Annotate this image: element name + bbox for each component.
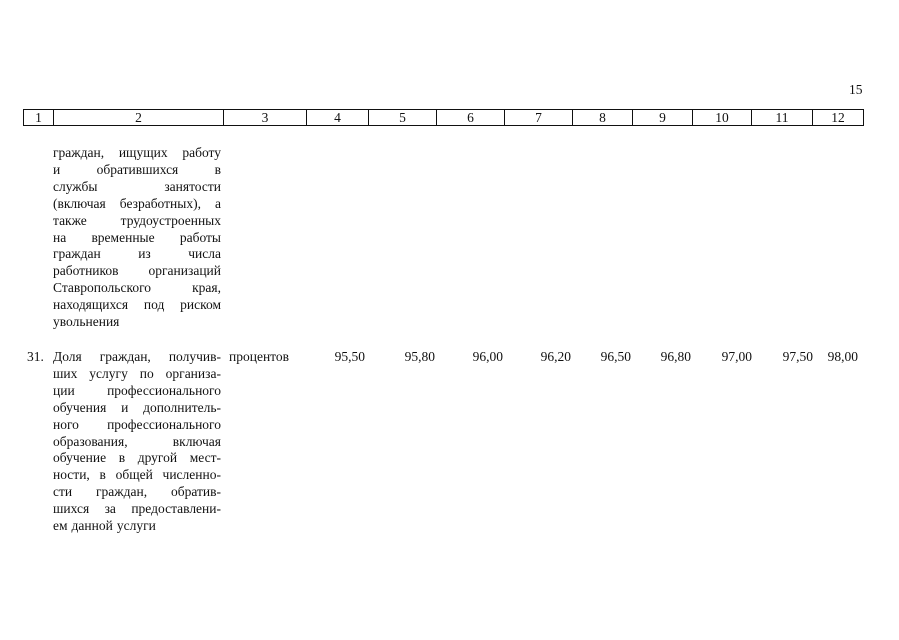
word: ности, xyxy=(53,467,90,483)
word: находящихся xyxy=(53,297,129,313)
word: риском xyxy=(180,297,221,313)
word: граждан, xyxy=(96,484,148,500)
text-line xyxy=(53,366,221,383)
word: числа xyxy=(188,246,221,262)
word: получив- xyxy=(168,349,221,364)
text-line xyxy=(53,467,221,484)
column-number: 4 xyxy=(307,110,369,126)
indicator-name xyxy=(53,349,221,535)
word: безработных), xyxy=(119,195,201,211)
word: образования, xyxy=(53,433,128,449)
word: организа- xyxy=(165,365,221,381)
text-line xyxy=(53,213,221,230)
text-line xyxy=(53,230,221,247)
column-number-header xyxy=(23,109,864,126)
text-line xyxy=(53,450,221,467)
text-line xyxy=(53,484,221,501)
column-number: 1 xyxy=(24,110,54,126)
value-cell: 95,80 xyxy=(404,349,435,364)
value-cell: 97,00 xyxy=(721,349,752,364)
text-line xyxy=(53,349,221,366)
word: ции xyxy=(53,382,75,398)
text-line xyxy=(53,314,221,331)
word: общей xyxy=(115,467,153,483)
word: в xyxy=(99,467,106,483)
text-line xyxy=(53,179,221,196)
word: услуги xyxy=(116,518,156,534)
word: граждан, xyxy=(99,349,151,364)
word: предоставлени- xyxy=(131,501,221,517)
word: работу xyxy=(182,145,221,160)
word: и xyxy=(53,161,61,177)
word: также xyxy=(53,212,87,228)
text-line xyxy=(53,383,221,400)
word: в xyxy=(214,161,221,177)
word: профессионального xyxy=(107,416,221,432)
word: другой xyxy=(137,450,178,466)
word: граждан, xyxy=(53,145,105,160)
page-number: 15 xyxy=(849,82,863,97)
word: работы xyxy=(179,229,221,245)
column-number: 5 xyxy=(369,110,437,126)
word: ного xyxy=(53,416,79,432)
text-line xyxy=(53,162,221,179)
word: обратив- xyxy=(170,484,221,500)
word: обучение xyxy=(53,450,107,466)
word: и xyxy=(121,399,129,415)
word: профессионального xyxy=(107,382,221,398)
word: временные xyxy=(91,229,155,245)
word: сти xyxy=(53,484,73,500)
text-line xyxy=(53,518,221,535)
word: ищущих xyxy=(118,145,168,160)
unit-of-measure: процентов xyxy=(229,349,290,364)
word: на xyxy=(53,229,67,245)
value-cell: 96,80 xyxy=(660,349,691,364)
word: занятости xyxy=(164,178,221,194)
column-number: 6 xyxy=(437,110,505,126)
value-cell: 97,50 xyxy=(782,349,813,364)
word: увольнения xyxy=(53,314,120,330)
word: шихся xyxy=(53,501,90,517)
word: Ставропольского xyxy=(53,280,152,296)
word: численно- xyxy=(162,467,221,483)
word: мест- xyxy=(189,450,221,466)
word: из xyxy=(138,246,151,262)
text-line xyxy=(53,297,221,314)
word: службы xyxy=(53,178,98,194)
word: граждан xyxy=(53,246,101,262)
text-line xyxy=(53,196,221,213)
column-number: 12 xyxy=(813,110,864,126)
word: работников xyxy=(53,263,119,279)
word: данной xyxy=(71,518,113,534)
word: Доля xyxy=(53,349,82,364)
word: дополнитель- xyxy=(143,399,221,415)
value-cell: 96,20 xyxy=(540,349,571,364)
column-number: 8 xyxy=(573,110,633,126)
word: под xyxy=(143,297,165,313)
column-number: 11 xyxy=(752,110,813,126)
value-cell: 96,50 xyxy=(600,349,631,364)
text-line xyxy=(53,246,221,263)
row-number: 31. xyxy=(27,349,44,364)
word: за xyxy=(104,501,116,517)
word: а xyxy=(214,195,221,211)
word: обучения xyxy=(53,399,107,415)
text-line xyxy=(53,434,221,451)
word: организаций xyxy=(148,263,221,279)
word: обратившихся xyxy=(96,161,179,177)
text-line xyxy=(53,263,221,280)
text-line xyxy=(53,417,221,434)
text-line xyxy=(53,400,221,417)
column-number: 10 xyxy=(693,110,752,126)
column-number: 3 xyxy=(224,110,307,126)
word: в xyxy=(118,450,126,466)
word: края, xyxy=(192,280,221,296)
value-cell: 96,00 xyxy=(472,349,503,364)
column-number: 7 xyxy=(505,110,573,126)
word: (включая xyxy=(53,195,106,211)
text-line xyxy=(53,501,221,518)
value-cell: 95,50 xyxy=(334,349,365,364)
text-line xyxy=(53,280,221,297)
text-line xyxy=(53,145,221,162)
word: включая xyxy=(172,433,221,449)
continuation-indicator-name xyxy=(53,145,221,331)
word: услугу xyxy=(89,365,128,381)
word: ших xyxy=(53,365,78,381)
word: ем xyxy=(53,518,68,534)
word: трудоустроенных xyxy=(120,212,221,228)
column-number: 2 xyxy=(54,110,224,126)
column-number: 9 xyxy=(633,110,693,126)
value-cell: 98,00 xyxy=(827,349,858,364)
word: по xyxy=(139,365,154,381)
